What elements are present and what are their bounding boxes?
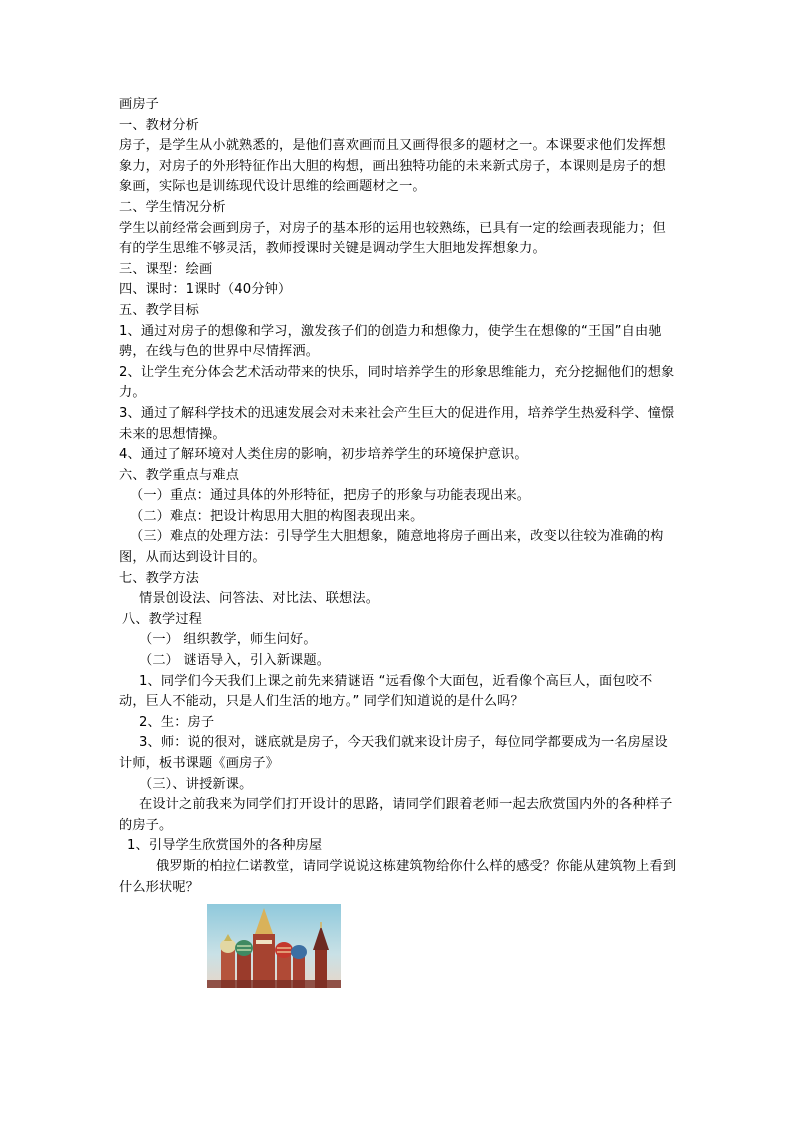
- key-point-3: （三）难点的处理方法：引导学生大胆想象，随意地将房子画出来，改变以往较为准确的构图，从而达到设计目的。: [119, 529, 664, 566]
- process-student-answer: 2、生：房子: [139, 714, 215, 730]
- process-intro: 在设计之前我来为同学们打开设计的思路，请同学们跟着老师一起去欣赏国内外的各种样子的房子。: [119, 797, 673, 833]
- section-heading-process: 八、教学过程: [122, 611, 203, 627]
- cathedral-photo: [207, 904, 341, 988]
- goal-item: 2、让学生充分体会艺术活动带来的快乐，同时培养学生的形象思维能力，充分挖掘他们的想象力。: [119, 364, 675, 401]
- process-step-1: （一） 组织教学，师生问好。: [139, 632, 317, 648]
- lesson-hours: 四、课时：1课时（40分钟）: [119, 282, 292, 298]
- section-heading-goals: 五、教学目标: [119, 302, 200, 318]
- paragraph-student-analysis: 学生以前经常会画到房子，对房子的基本形的运用也较熟练，已具有一定的绘画表现能力；但有的学生思维不够灵活，教师授课时关键是调动学生大胆地发挥想象力。: [119, 220, 666, 257]
- goal-item: 3、通过了解科学技术的迅速发展会对未来社会产生巨大的促进作用，培养学生热爱科学、憧憬未来的思想情操。: [119, 405, 675, 442]
- process-step-3: （三）、讲授新课。: [139, 776, 253, 792]
- goal-item: 1、通过对房子的想像和学习，激发孩子们的创造力和想像力，使学生在想像的“王国”自由驰骋，在线与色的世界中尽情挥洒。: [119, 323, 662, 360]
- process-step-2: （二） 谜语导入，引入新课题。: [139, 653, 331, 669]
- process-question: 俄罗斯的柏拉仁诺教堂，请同学说说这栋建筑物给你什么样的感受？你能从建筑物上看到什么形状呢？: [119, 858, 677, 895]
- process-riddle: 1、同学们今天我们上课之前先来猜谜语 “远看像个大面包，近看像个高巨人，面包咬不动，巨人不能动，只是人们生活的地方。” 同学们知道说的是什么吗？: [119, 673, 653, 710]
- key-point-1: （一）重点：通过具体的外形特征，把房子的形象与功能表现出来。: [130, 488, 531, 504]
- key-point-2: （二）难点：把设计构思用大胆的构图表现出来。: [130, 508, 424, 524]
- doc-title: 画房子: [119, 97, 160, 112]
- process-guide: 1、引导学生欣赏国外的各种房屋: [127, 838, 323, 854]
- document-body: [119, 95, 677, 988]
- lesson-type: 三、课型：绘画: [119, 261, 213, 277]
- paragraph-methods: 情景创设法、问答法、对比法、联想法。: [139, 591, 380, 607]
- section-heading-methods: 七、教学方法: [119, 570, 200, 586]
- section-heading-textbook: 一、教材分析: [119, 117, 200, 133]
- process-teacher-remark: 3、师：说的很对，谜底就是房子，今天我们就来设计房子，每位同学都要成为一名房屋设计师，板书课题《画房子》: [119, 735, 668, 771]
- section-heading-key-points: 六、教学重点与难点: [119, 467, 240, 483]
- section-heading-students: 二、学生情况分析: [119, 199, 226, 215]
- goal-item: 4、通过了解环境对人类住房的影响，初步培养学生的环境保护意识。: [119, 447, 528, 463]
- paragraph-textbook-analysis: 房子，是学生从小就熟悉的，是他们喜欢画而且又画得很多的题材之一。本课要求他们发挥想象力，对房子的外形特征作出大胆的构想，画出独特功能的未来新式房子，本课则是房子的想象画，实际也是训练现代设计思维的绘画题材之一。: [119, 138, 666, 195]
